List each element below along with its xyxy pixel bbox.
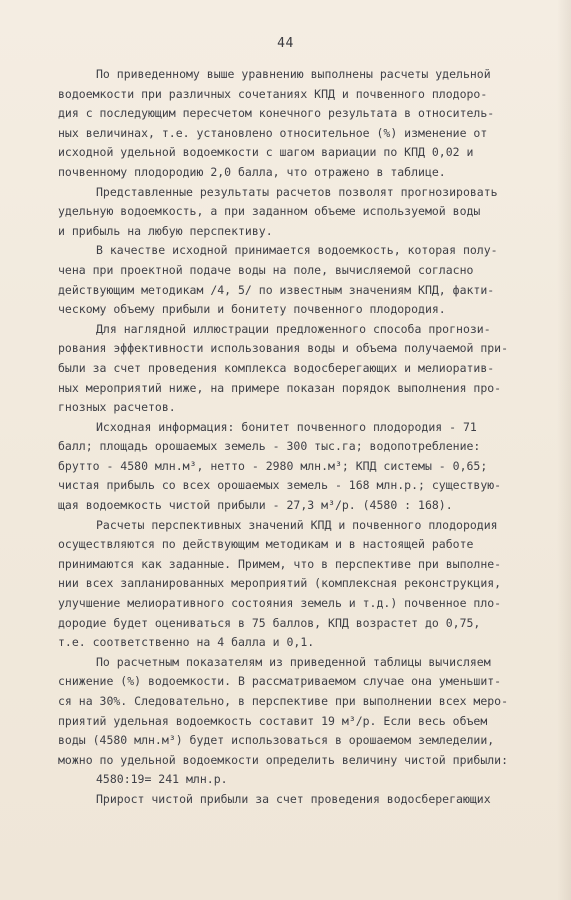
text-line: ных мероприятий ниже, на примере показан порядок выполнения про- <box>58 380 502 395</box>
text-line: чистая прибыль со всех орошаемых земель - 168 млн.р.; существую- <box>58 478 502 493</box>
text-line: ческому объему прибыли и бонитету почвенного плодородия. <box>58 302 446 317</box>
text-line: исходной удельной водоемкости с шагом вариации по КПД 0,02 и <box>58 145 474 160</box>
text-line: Для наглядной иллюстрации предложенного способа прогнози- <box>96 321 491 336</box>
text-line: Прирост чистой прибыли за счет проведения водосберегающих <box>96 791 491 806</box>
text-line: щая водоемкость чистой прибыли - 27,3 м³/р. (4580 : 168). <box>58 498 453 513</box>
text-line: гнозных расчетов. <box>58 400 176 415</box>
text-line: Исходная информация: бонитет почвенного плодородия - 71 <box>96 419 477 434</box>
text-line: дородие будет оцениваться в 75 баллов, КПД возрастет до 0,75, <box>58 615 481 630</box>
text-line: нии всех запланированных мероприятий (комплексная реконструкция, <box>58 576 502 591</box>
text-line: осуществляются по действующим методикам и в настоящей работе <box>58 537 474 552</box>
text-line: Расчеты перспективных значений КПД и почвенного плодородия <box>96 517 498 532</box>
text-line: рования эффективности использования воды и объема получаемой при- <box>58 341 509 356</box>
text-line: приятий удельная водоемкость составит 19 м³/р. Если весь объем <box>58 713 488 728</box>
text-line: В качестве исходной принимается водоемкость, которая полу- <box>96 243 498 258</box>
text-line: 4580:19= 241 млн.р. <box>96 772 228 787</box>
text-line: удельную водоемкость, а при заданном объеме используемой воды <box>58 204 481 219</box>
text-line: были за счет проведения комплекса водосберегающих и мелиоратив- <box>58 360 495 375</box>
text-line: принимаются как заданные. Примем, что в перспективе при выполне- <box>58 556 502 571</box>
page-number: 44 <box>277 36 294 51</box>
text-line: ся на 30%. Следовательно, в перспективе при выполнении всех меро- <box>58 694 509 708</box>
text-line: улучшение мелиоративного состояния земель и т.д.) почвенное пло- <box>58 596 502 611</box>
text-line: т.е. соответственно на 4 балла и 0,1. <box>58 635 315 650</box>
text-line: По приведенному выше уравнению выполнены расчеты удельной <box>96 67 491 81</box>
text-line: действующим методикам /4, 5/ по известным значениям КПД, факти- <box>58 282 495 297</box>
text-line: воды (4580 млн.м³) будет использоваться в орошаемом земледелии, <box>58 733 495 748</box>
text-line: снижение (%) водоемкости. В рассматриваемом случае она уменьшит- <box>58 674 502 689</box>
text-line: почвенному плодородию 2,0 балла, что отражено в таблице. <box>58 164 446 179</box>
text-line: можно по удельной водоемкости определить величину чистой прибыли: <box>58 752 509 767</box>
text-line: Представленные результаты расчетов позволят прогнозировать <box>96 184 498 199</box>
text-line: и прибыль на любую перспективу. <box>58 223 273 238</box>
text-line: ных величинах, т.е. установлено относительное (%) изменение от <box>58 125 488 140</box>
body-text <box>58 65 558 810</box>
text-line: дия с последующим пересчетом конечного результата в относитель- <box>58 106 495 121</box>
text-line: чена при проектной подаче воды на поле, вычисляемой согласно <box>58 262 474 277</box>
text-line: брутто - 4580 млн.м³, нетто - 2980 млн.м³; КПД системы - 0,65; <box>58 458 488 473</box>
text-line: По расчетным показателям из приведенной таблицы вычисляем <box>96 654 491 669</box>
text-line: водоемкости при различных сочетаниях КПД и почвенного плодоро- <box>58 86 488 101</box>
text-line: балл; площадь орошаемых земель - 300 тыс.га; водопотребление: <box>58 439 481 454</box>
